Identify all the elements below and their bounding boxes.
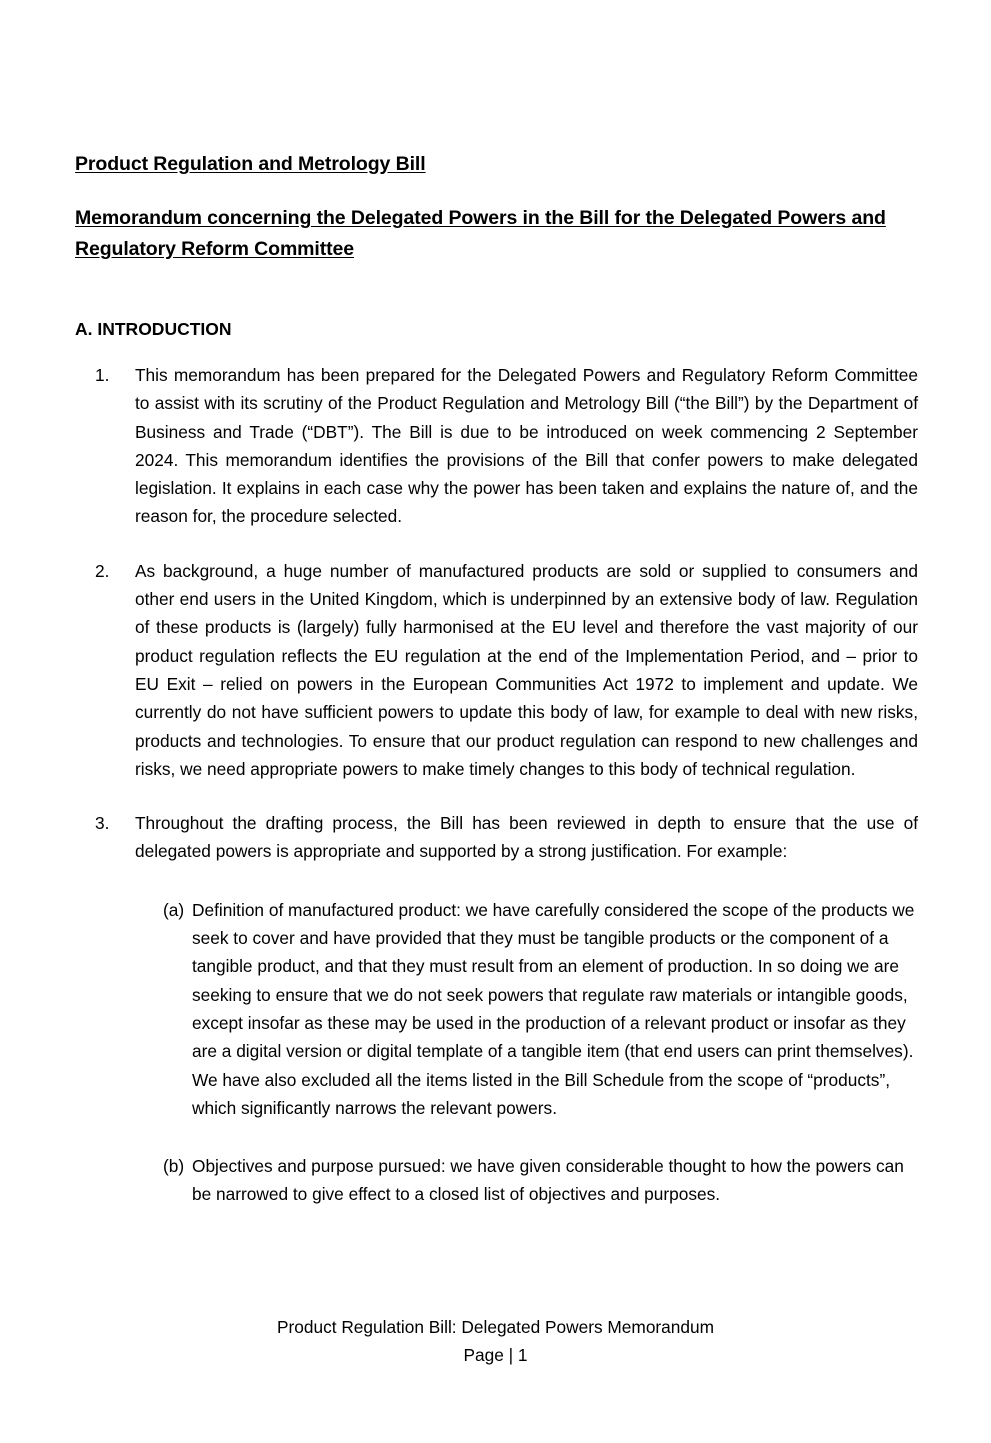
sub-list-item-text: Definition of manufactured product: we have carefully considered the scope of the products we seek to cover and have provided that they must be tangible products or the component of a tangible product, and that they must result from an element of production. In so doing we are seeking to ensure that we do not seek powers that regulate raw materials or intangible goods, except insofar as these may be used in the production of a relevant product or insofar as they are a digital version or digital template of a tangible item (that end users can print themselves). We have also excluded all the items listed in the Bill Schedule from the scope of “products”, which significantly narrows the relevant powers. bbox=[192, 899, 915, 1118]
list-item-marker: 3. bbox=[95, 813, 110, 834]
document-title: Product Regulation and Metrology Bill bbox=[75, 153, 426, 175]
list-item bbox=[75, 361, 918, 531]
sub-list-item-marker: (b) bbox=[163, 1156, 185, 1177]
list-item-marker: 1. bbox=[95, 365, 110, 385]
list-item-text: This memorandum has been prepared for the Delegated Powers and Regulatory Reform Committee to assist with its scrutiny of the Product Regulation and Metrology Bill (“the Bill”) by the Department of Business and Trade (“DBT”). The Bill is due to be introduced on week commencing 2 September 2024. This memorandum identifies the provisions of the Bill that confer powers to make delegated legislation. It explains in each case why the power has been taken and explains the nature of, and the reason for, the procedure selected. bbox=[135, 365, 918, 527]
list-item-text: As background, a huge number of manufactured products are sold or supplied to consumers and other end users in the United Kingdom, which is underpinned by an extensive body of law. Regulation of these products is (largely) fully harmonised at the EU level and therefore the vast majority of our product regulation reflects the EU regulation at the end of the Implementation Period, and – prior to EU Exit – relied on powers in the European Communities Act 1972 to implement and update. We currently do not have sufficient powers to update this body of law, for example to deal with new risks, products and technologies. To ensure that our product regulation can respond to new challenges and risks, we need appropriate powers to make timely changes to this body of technical regulation. bbox=[135, 560, 918, 779]
list-item bbox=[75, 809, 918, 866]
sub-list-item-marker: (a) bbox=[163, 899, 185, 920]
document-body bbox=[75, 150, 918, 1209]
list-item-text: Throughout the drafting process, the Bill has been reviewed in depth to ensure that the use of delegated powers is appropriate and supported by a strong justification. For example: bbox=[135, 813, 918, 862]
sub-list-item bbox=[75, 1152, 918, 1209]
page-footer bbox=[0, 1313, 991, 1369]
footer-page-number: Page | 1 bbox=[463, 1345, 528, 1365]
list-item bbox=[75, 557, 918, 783]
numbered-paragraph-list bbox=[75, 361, 918, 866]
document-subtitle: Memorandum concerning the Delegated Powers in the Bill for the Delegated Powers and Regulatory Reform Committee bbox=[75, 207, 886, 260]
section-heading-introduction: A. INTRODUCTION bbox=[75, 319, 232, 339]
sub-list-item-text: Objectives and purpose pursued: we have given considerable thought to how the powers can be narrowed to give effect to a closed list of objectives and purposes. bbox=[192, 1156, 904, 1205]
footer-document-name: Product Regulation Bill: Delegated Powers Memorandum bbox=[276, 1317, 715, 1337]
lettered-sub-list bbox=[75, 896, 918, 1209]
list-item-marker: 2. bbox=[95, 560, 110, 581]
sub-list-item bbox=[75, 896, 918, 1122]
